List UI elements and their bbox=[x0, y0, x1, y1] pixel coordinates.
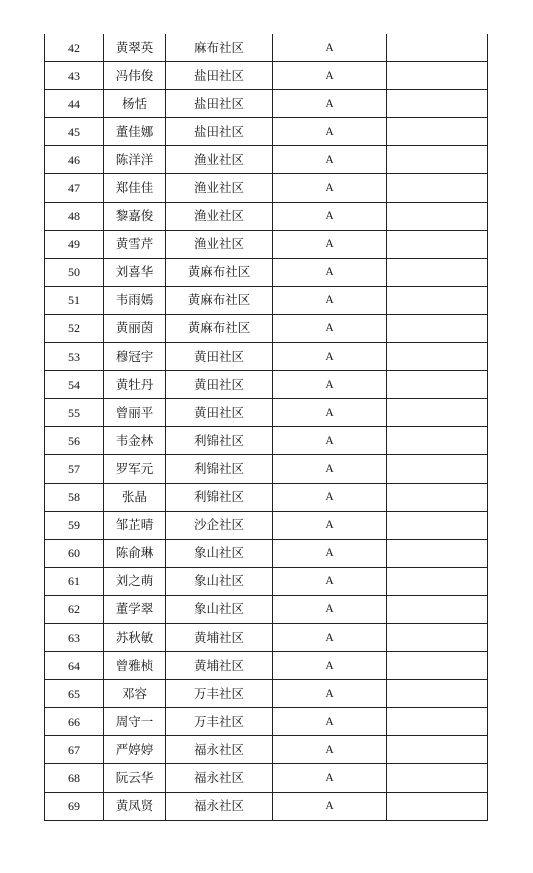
row-number-cell: 57 bbox=[45, 455, 104, 483]
community-cell: 黄埔社区 bbox=[166, 623, 273, 651]
row-number-cell: 59 bbox=[45, 511, 104, 539]
note-cell bbox=[387, 539, 488, 567]
grade-cell: A bbox=[273, 174, 387, 202]
name-cell: 刘喜华 bbox=[104, 258, 166, 286]
note-cell bbox=[387, 62, 488, 90]
row-number-cell: 66 bbox=[45, 708, 104, 736]
table-row bbox=[45, 539, 488, 567]
grade-cell: A bbox=[273, 427, 387, 455]
community-cell: 利锦社区 bbox=[166, 455, 273, 483]
community-cell: 渔业社区 bbox=[166, 230, 273, 258]
row-number-cell: 52 bbox=[45, 314, 104, 342]
table-row bbox=[45, 230, 488, 258]
table-row bbox=[45, 146, 488, 174]
row-number-cell: 60 bbox=[45, 539, 104, 567]
note-cell bbox=[387, 708, 488, 736]
note-cell bbox=[387, 427, 488, 455]
community-cell: 黄麻布社区 bbox=[166, 286, 273, 314]
table-row bbox=[45, 90, 488, 118]
note-cell bbox=[387, 567, 488, 595]
grade-cell: A bbox=[273, 623, 387, 651]
table-row bbox=[45, 62, 488, 90]
name-cell: 冯伟俊 bbox=[104, 62, 166, 90]
row-number-cell: 48 bbox=[45, 202, 104, 230]
note-cell bbox=[387, 764, 488, 792]
note-cell bbox=[387, 202, 488, 230]
name-cell: 韦金林 bbox=[104, 427, 166, 455]
name-cell: 陈洋洋 bbox=[104, 146, 166, 174]
note-cell bbox=[387, 595, 488, 623]
community-cell: 万丰社区 bbox=[166, 708, 273, 736]
table-row bbox=[45, 708, 488, 736]
row-number-cell: 64 bbox=[45, 652, 104, 680]
community-cell: 盐田社区 bbox=[166, 90, 273, 118]
name-cell: 刘之萌 bbox=[104, 567, 166, 595]
grade-cell: A bbox=[273, 62, 387, 90]
name-cell: 罗军元 bbox=[104, 455, 166, 483]
row-number-cell: 47 bbox=[45, 174, 104, 202]
community-cell: 黄田社区 bbox=[166, 399, 273, 427]
name-cell: 杨恬 bbox=[104, 90, 166, 118]
name-cell: 邹芷晴 bbox=[104, 511, 166, 539]
name-cell: 黎嘉俊 bbox=[104, 202, 166, 230]
grade-cell: A bbox=[273, 652, 387, 680]
table-row bbox=[45, 258, 488, 286]
grade-cell: A bbox=[273, 595, 387, 623]
row-number-cell: 45 bbox=[45, 118, 104, 146]
grade-cell: A bbox=[273, 90, 387, 118]
note-cell bbox=[387, 652, 488, 680]
note-cell bbox=[387, 736, 488, 764]
note-cell bbox=[387, 680, 488, 708]
row-number-cell: 63 bbox=[45, 623, 104, 651]
note-cell bbox=[387, 146, 488, 174]
name-cell: 郑佳佳 bbox=[104, 174, 166, 202]
name-cell: 张晶 bbox=[104, 483, 166, 511]
grade-cell: A bbox=[273, 146, 387, 174]
community-cell: 黄田社区 bbox=[166, 371, 273, 399]
community-cell: 渔业社区 bbox=[166, 146, 273, 174]
community-cell: 福永社区 bbox=[166, 792, 273, 820]
grade-cell: A bbox=[273, 399, 387, 427]
grade-cell: A bbox=[273, 539, 387, 567]
note-cell bbox=[387, 399, 488, 427]
table-row bbox=[45, 174, 488, 202]
name-cell: 黄丽茵 bbox=[104, 314, 166, 342]
name-cell: 董学翠 bbox=[104, 595, 166, 623]
row-number-cell: 54 bbox=[45, 371, 104, 399]
community-cell: 象山社区 bbox=[166, 539, 273, 567]
grade-cell: A bbox=[273, 736, 387, 764]
row-number-cell: 65 bbox=[45, 680, 104, 708]
name-cell: 曾丽平 bbox=[104, 399, 166, 427]
community-cell: 盐田社区 bbox=[166, 118, 273, 146]
table-row bbox=[45, 314, 488, 342]
community-cell: 黄田社区 bbox=[166, 343, 273, 371]
community-cell: 麻布社区 bbox=[166, 34, 273, 62]
row-number-cell: 68 bbox=[45, 764, 104, 792]
community-cell: 黄埔社区 bbox=[166, 652, 273, 680]
grade-cell: A bbox=[273, 371, 387, 399]
table-row bbox=[45, 483, 488, 511]
table-row bbox=[45, 399, 488, 427]
grade-cell: A bbox=[273, 792, 387, 820]
row-number-cell: 69 bbox=[45, 792, 104, 820]
row-number-cell: 61 bbox=[45, 567, 104, 595]
name-cell: 黄凤贤 bbox=[104, 792, 166, 820]
table-row bbox=[45, 286, 488, 314]
name-cell: 黄雪芹 bbox=[104, 230, 166, 258]
table-row bbox=[45, 652, 488, 680]
community-cell: 渔业社区 bbox=[166, 174, 273, 202]
community-cell: 沙企社区 bbox=[166, 511, 273, 539]
row-number-cell: 50 bbox=[45, 258, 104, 286]
row-number-cell: 42 bbox=[45, 34, 104, 62]
table-row bbox=[45, 455, 488, 483]
community-cell: 黄麻布社区 bbox=[166, 258, 273, 286]
row-number-cell: 56 bbox=[45, 427, 104, 455]
row-number-cell: 43 bbox=[45, 62, 104, 90]
row-number-cell: 46 bbox=[45, 146, 104, 174]
community-cell: 黄麻布社区 bbox=[166, 314, 273, 342]
roster-table-container bbox=[44, 34, 487, 821]
community-cell: 福永社区 bbox=[166, 764, 273, 792]
table-row bbox=[45, 511, 488, 539]
table-row bbox=[45, 680, 488, 708]
table-row bbox=[45, 427, 488, 455]
row-number-cell: 51 bbox=[45, 286, 104, 314]
row-number-cell: 44 bbox=[45, 90, 104, 118]
grade-cell: A bbox=[273, 708, 387, 736]
row-number-cell: 58 bbox=[45, 483, 104, 511]
row-number-cell: 55 bbox=[45, 399, 104, 427]
roster-table-body bbox=[45, 34, 488, 820]
grade-cell: A bbox=[273, 764, 387, 792]
note-cell bbox=[387, 314, 488, 342]
note-cell bbox=[387, 511, 488, 539]
grade-cell: A bbox=[273, 455, 387, 483]
name-cell: 周守一 bbox=[104, 708, 166, 736]
row-number-cell: 49 bbox=[45, 230, 104, 258]
community-cell: 象山社区 bbox=[166, 567, 273, 595]
note-cell bbox=[387, 118, 488, 146]
table-row bbox=[45, 764, 488, 792]
table-row bbox=[45, 343, 488, 371]
grade-cell: A bbox=[273, 343, 387, 371]
name-cell: 黄翠英 bbox=[104, 34, 166, 62]
row-number-cell: 53 bbox=[45, 343, 104, 371]
community-cell: 福永社区 bbox=[166, 736, 273, 764]
table-row bbox=[45, 118, 488, 146]
note-cell bbox=[387, 343, 488, 371]
grade-cell: A bbox=[273, 511, 387, 539]
community-cell: 利锦社区 bbox=[166, 427, 273, 455]
name-cell: 黄牡丹 bbox=[104, 371, 166, 399]
name-cell: 邓容 bbox=[104, 680, 166, 708]
community-cell: 象山社区 bbox=[166, 595, 273, 623]
table-row bbox=[45, 623, 488, 651]
community-cell: 万丰社区 bbox=[166, 680, 273, 708]
note-cell bbox=[387, 174, 488, 202]
table-row bbox=[45, 567, 488, 595]
note-cell bbox=[387, 258, 488, 286]
grade-cell: A bbox=[273, 314, 387, 342]
table-row bbox=[45, 202, 488, 230]
table-row bbox=[45, 736, 488, 764]
community-cell: 利锦社区 bbox=[166, 483, 273, 511]
roster-table bbox=[44, 34, 488, 821]
community-cell: 渔业社区 bbox=[166, 202, 273, 230]
grade-cell: A bbox=[273, 34, 387, 62]
note-cell bbox=[387, 230, 488, 258]
grade-cell: A bbox=[273, 483, 387, 511]
note-cell bbox=[387, 286, 488, 314]
table-row bbox=[45, 595, 488, 623]
grade-cell: A bbox=[273, 258, 387, 286]
table-row bbox=[45, 371, 488, 399]
grade-cell: A bbox=[273, 118, 387, 146]
grade-cell: A bbox=[273, 567, 387, 595]
row-number-cell: 67 bbox=[45, 736, 104, 764]
name-cell: 严婷婷 bbox=[104, 736, 166, 764]
table-row bbox=[45, 34, 488, 62]
name-cell: 曾雅桢 bbox=[104, 652, 166, 680]
note-cell bbox=[387, 34, 488, 62]
name-cell: 苏秋敏 bbox=[104, 623, 166, 651]
note-cell bbox=[387, 455, 488, 483]
name-cell: 董佳娜 bbox=[104, 118, 166, 146]
community-cell: 盐田社区 bbox=[166, 62, 273, 90]
note-cell bbox=[387, 371, 488, 399]
name-cell: 韦雨嫣 bbox=[104, 286, 166, 314]
name-cell: 阮云华 bbox=[104, 764, 166, 792]
note-cell bbox=[387, 623, 488, 651]
note-cell bbox=[387, 483, 488, 511]
grade-cell: A bbox=[273, 230, 387, 258]
name-cell: 穆冠宇 bbox=[104, 343, 166, 371]
grade-cell: A bbox=[273, 202, 387, 230]
note-cell bbox=[387, 792, 488, 820]
grade-cell: A bbox=[273, 286, 387, 314]
name-cell: 陈俞琳 bbox=[104, 539, 166, 567]
row-number-cell: 62 bbox=[45, 595, 104, 623]
table-row bbox=[45, 792, 488, 820]
note-cell bbox=[387, 90, 488, 118]
grade-cell: A bbox=[273, 680, 387, 708]
